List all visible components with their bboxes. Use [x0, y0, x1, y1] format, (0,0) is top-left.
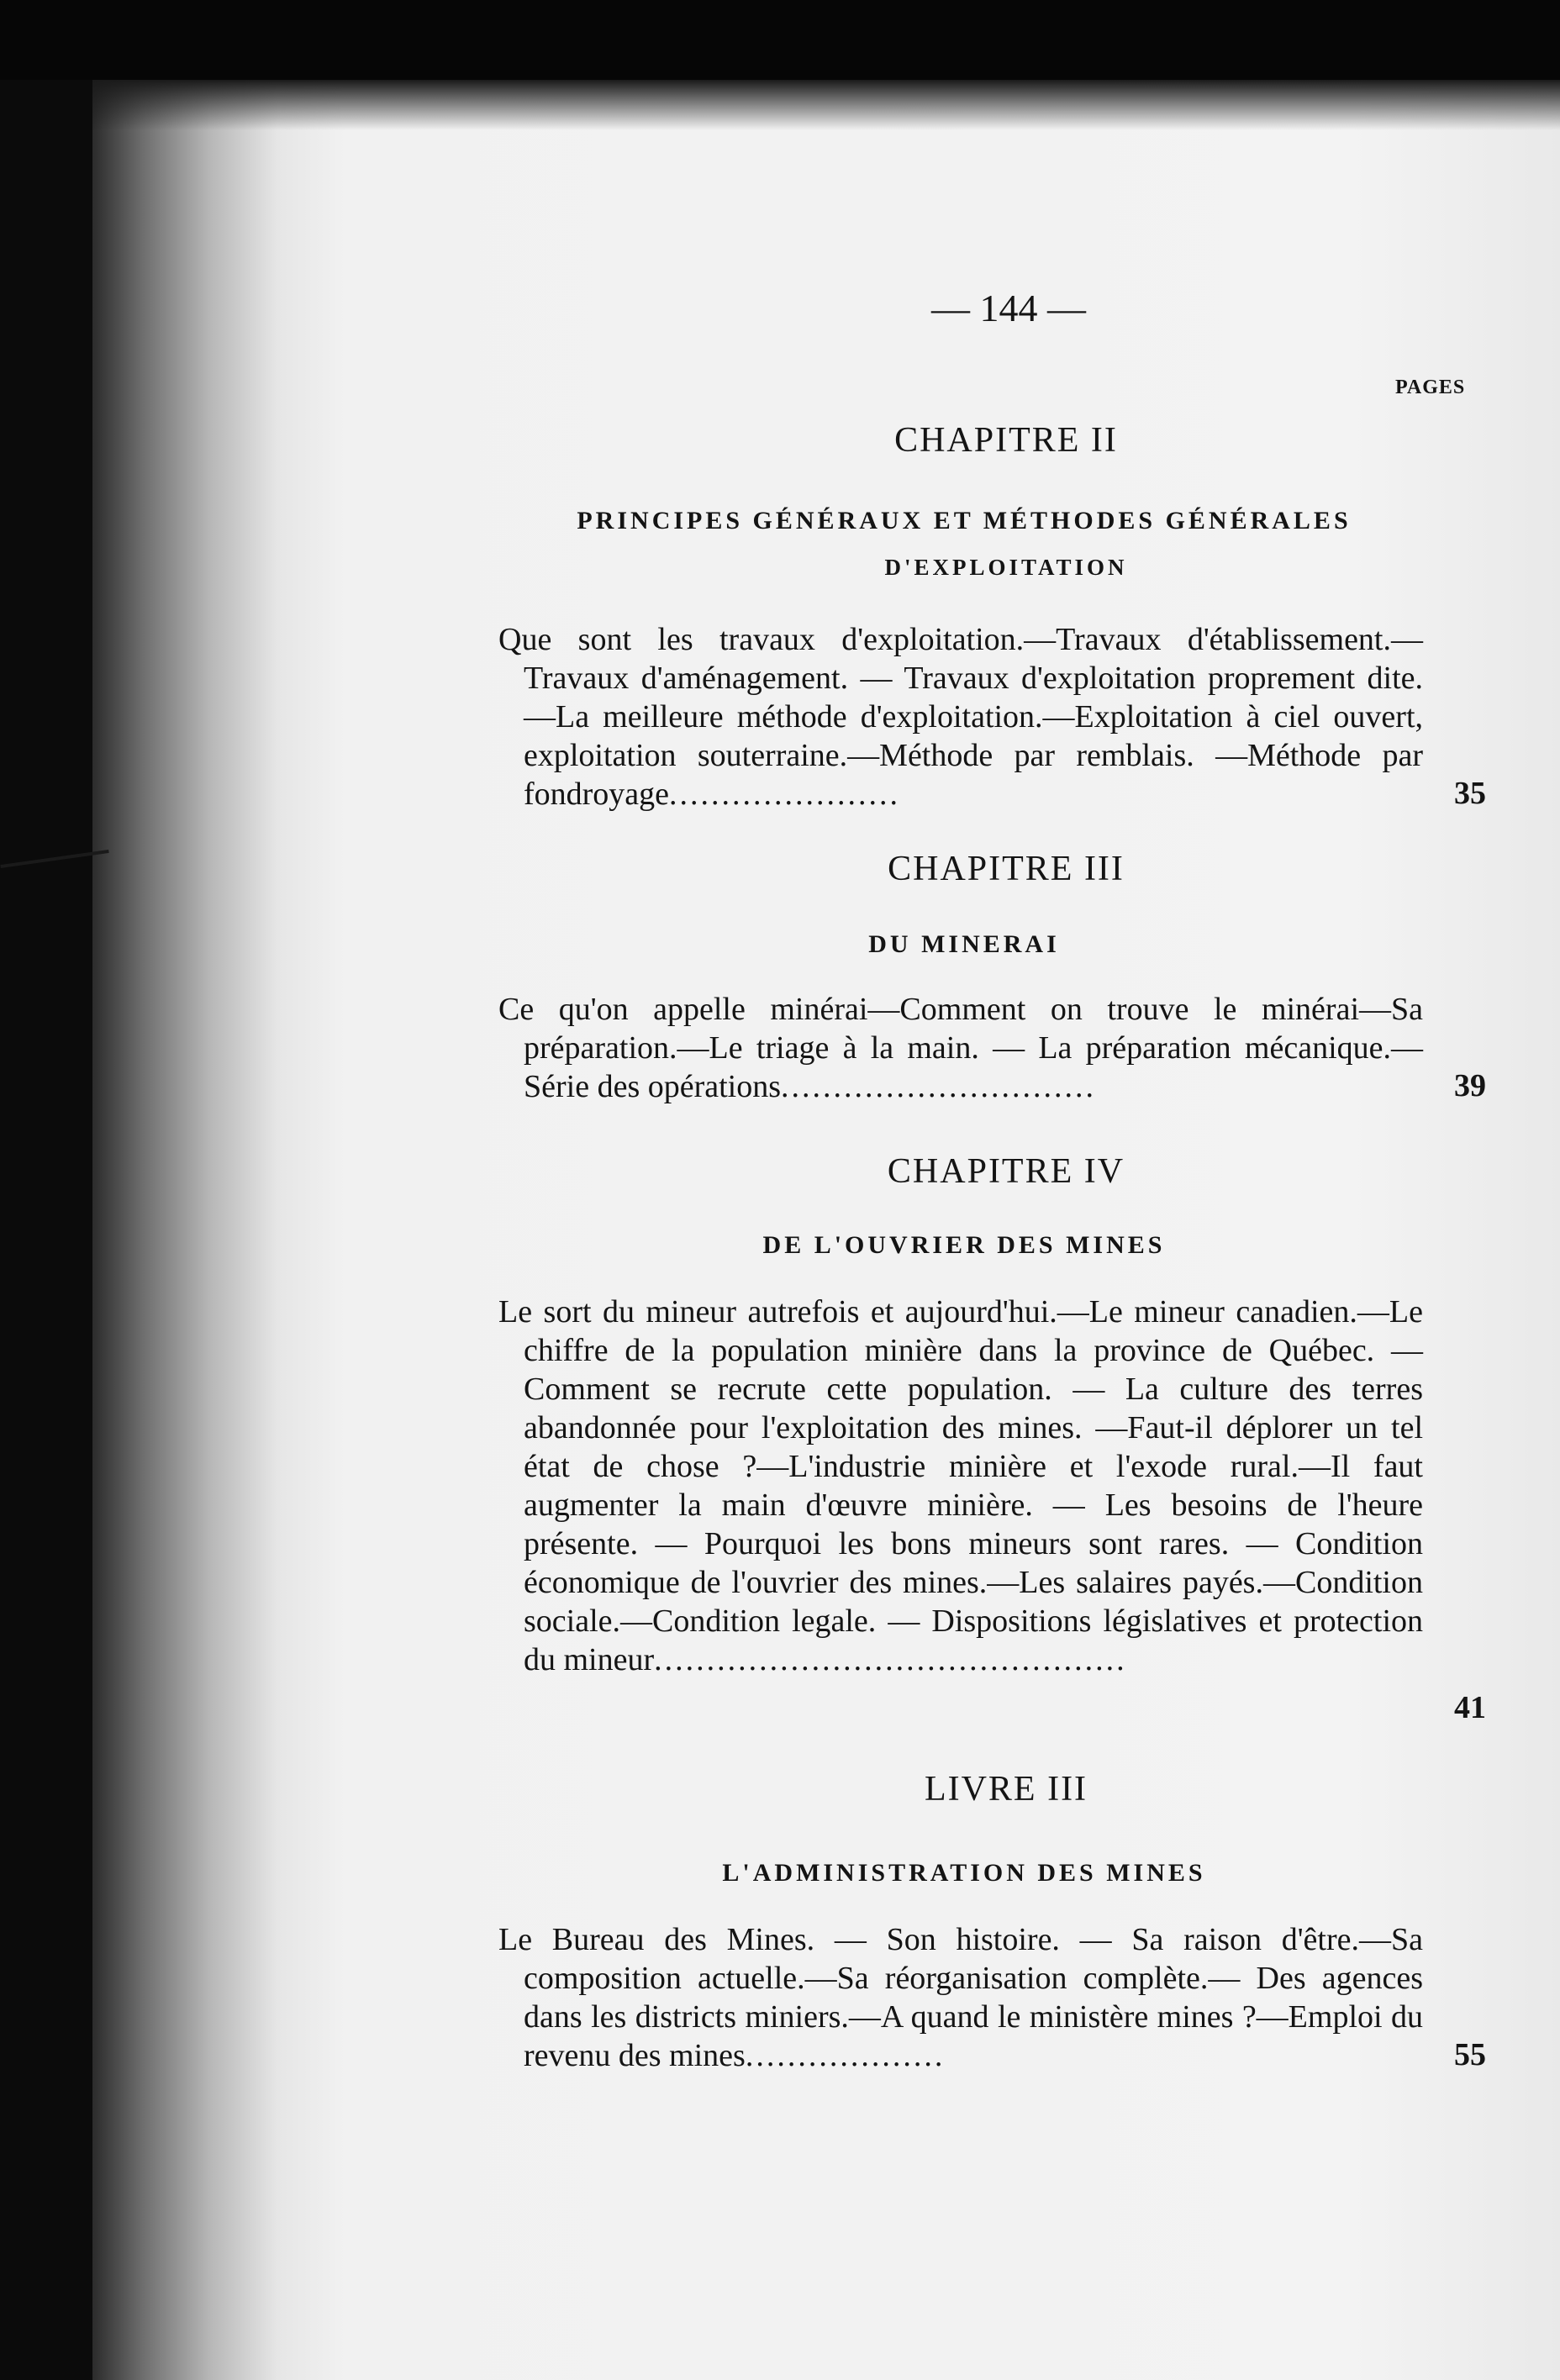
book-heading: LIVRE III [924, 1770, 1088, 1809]
summary-text: Ce qu'on appelle minérai—Comment on trouve le minérai—Sa préparation.—Le triage à la main. — La préparation mécanique.—Série des opérations [498, 992, 1423, 1104]
chapter-summary [498, 1293, 1423, 1679]
page-reference: 39 [1454, 1068, 1486, 1103]
dot-leader: ............................................. [654, 1642, 1127, 1677]
chapter-heading: CHAPITRE IV [887, 1152, 1125, 1191]
book-subheading: L'ADMINISTRATION DES MINES [722, 1859, 1206, 1887]
dot-leader: ................... [745, 2038, 946, 2073]
chapter-subheading: D'EXPLOITATION [884, 555, 1128, 580]
page-reference: 35 [1454, 776, 1486, 811]
page-reference: 41 [1454, 1690, 1486, 1725]
chapter-summary [498, 620, 1423, 814]
chapter-subheading: DU MINERAI [868, 930, 1060, 958]
chapter-summary [498, 1920, 1423, 2075]
dot-leader: .............................. [781, 1069, 1097, 1104]
dot-leader: ...................... [669, 777, 901, 812]
chapter-subheading: DE L'OUVRIER DES MINES [762, 1231, 1166, 1259]
chapter-subheading: PRINCIPES GÉNÉRAUX ET MÉTHODES GÉNÉRALES [577, 507, 1352, 534]
chapter-heading: CHAPITRE II [894, 421, 1118, 460]
page-number: — 144 — [931, 287, 1086, 329]
summary-text: Le Bureau des Mines. — Son histoire. — Sa raison d'être.—Sa composition actuelle.—Sa réorganisation complète.— Des agences dans les districts miniers.—A quand le ministère mines ?—Emploi du revenu des mines [498, 1922, 1423, 2073]
scan-border-top [0, 0, 1560, 80]
summary-text: Le sort du mineur autrefois et aujourd'hui.—Le mineur canadien.—Le chiffre de la population minière dans la province de Québec. — Comment se recrute cette population. — La culture des terres abandonnée pour l'exploitation des mines. —Faut-il déplorer un tel état de chose ?—L'industrie minière et l'exode rural.—Il faut augmenter la main d'œuvre minière. — Les besoins de l'heure présente. — Pourquoi les bons mineurs sont rares. — Condition économique de l'ouvrier des mines.—Les salaires payés.—Condition sociale.—Condition legale. — Dispositions législatives et protection du mineur [498, 1294, 1423, 1677]
pages-column-label: PAGES [1395, 376, 1466, 398]
page-reference: 55 [1454, 2037, 1486, 2072]
chapter-summary [498, 990, 1423, 1106]
chapter-heading: CHAPITRE III [888, 850, 1125, 888]
summary-text: Que sont les travaux d'exploitation.—Travaux d'établissement.— Travaux d'aménagement. — Travaux d'exploitation proprement dite.—La meilleure méthode d'exploitation.—Exploitation à ciel ouvert, exploitation souterraine.—Méthode par remblais. —Méthode par fondroyage [498, 622, 1423, 812]
